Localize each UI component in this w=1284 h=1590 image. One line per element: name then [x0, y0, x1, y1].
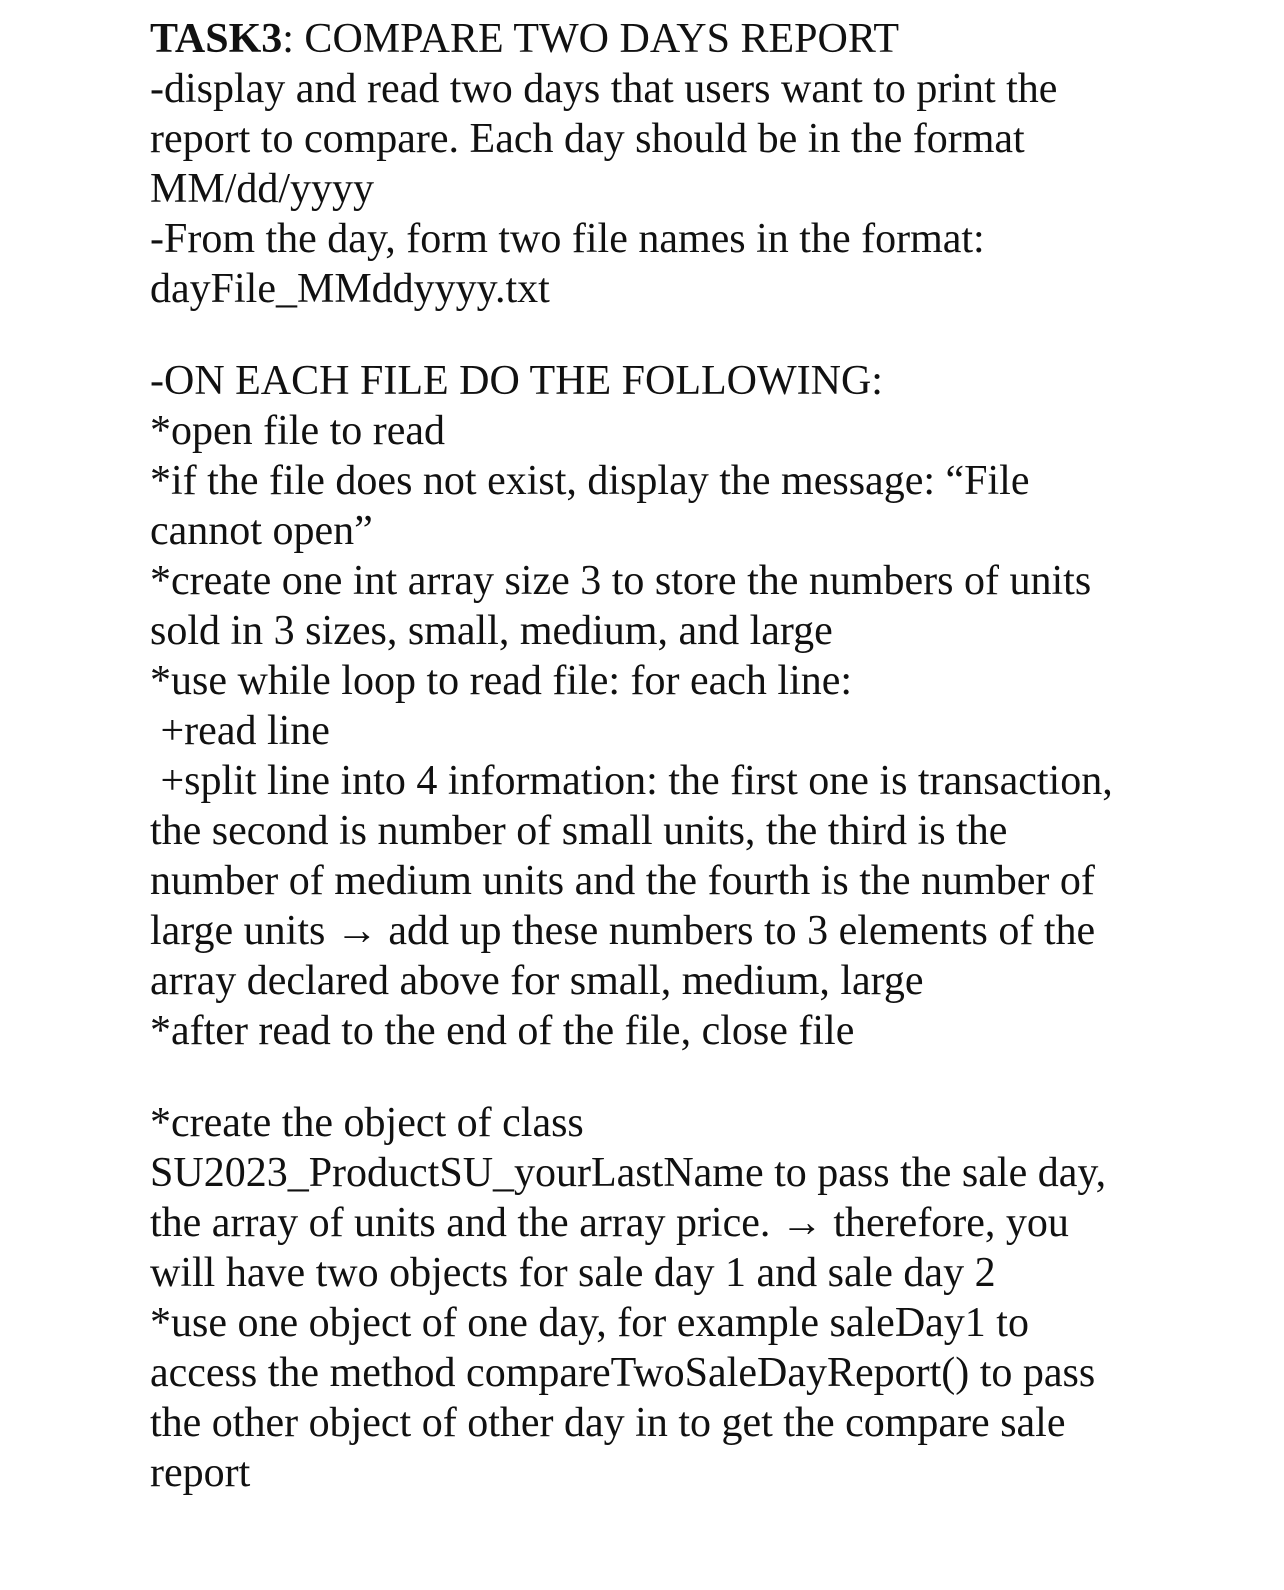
text-line: *use one object of one day, for example saleDay1 to: [150, 1300, 1029, 1346]
section-object-creation: [150, 1098, 1260, 1498]
text-line: the array of units and the array price. → therefore, you: [150, 1200, 1069, 1246]
text-line: the second is number of small units, the third is the: [150, 808, 1008, 854]
text-line: +read line: [150, 708, 330, 754]
task-title-text: : COMPARE TWO DAYS REPORT: [282, 16, 899, 62]
text-line: -display and read two days that users want to print the: [150, 66, 1058, 112]
text-line: the other object of other day in to get the compare sale: [150, 1400, 1066, 1446]
text-line: -From the day, form two file names in the format:: [150, 216, 985, 262]
text-line: *create one int array size 3 to store the numbers of units: [150, 558, 1092, 604]
text-line: number of medium units and the fourth is the number of: [150, 858, 1095, 904]
document-page: [150, 14, 1260, 1498]
text-line: *open file to read: [150, 408, 446, 454]
text-line: MM/dd/yyyy: [150, 166, 375, 212]
section-input-instructions: [150, 64, 1260, 314]
section-file-processing: [150, 356, 1260, 1056]
text-line: -ON EACH FILE DO THE FOLLOWING:: [150, 358, 883, 404]
text-line: access the method compareTwoSaleDayReport() to pass: [150, 1350, 1096, 1396]
text-line: *create the object of class: [150, 1100, 584, 1146]
paragraph-gap: [150, 1056, 1260, 1098]
text-line: dayFile_MMddyyyy.txt: [150, 266, 550, 312]
text-line: array declared above for small, medium, large: [150, 958, 924, 1004]
text-line: report: [150, 1450, 251, 1496]
text-line: large units → add up these numbers to 3 elements of the: [150, 908, 1096, 954]
text-line: SU2023_ProductSU_yourLastName to pass the sale day,: [150, 1150, 1107, 1196]
text-line: will have two objects for sale day 1 and sale day 2: [150, 1250, 996, 1296]
text-line: sold in 3 sizes, small, medium, and large: [150, 608, 833, 654]
text-line: *if the file does not exist, display the message: “File: [150, 458, 1030, 504]
text-line: *use while loop to read file: for each line:: [150, 658, 853, 704]
text-line: report to compare. Each day should be in the format: [150, 116, 1025, 162]
text-line: *after read to the end of the file, close file: [150, 1008, 855, 1054]
task-title-label: TASK3: [150, 16, 283, 62]
text-line: +split line into 4 information: the first one is transaction,: [150, 758, 1113, 804]
task-title: [150, 14, 1260, 64]
text-line: cannot open”: [150, 508, 373, 554]
paragraph-gap: [150, 314, 1260, 356]
